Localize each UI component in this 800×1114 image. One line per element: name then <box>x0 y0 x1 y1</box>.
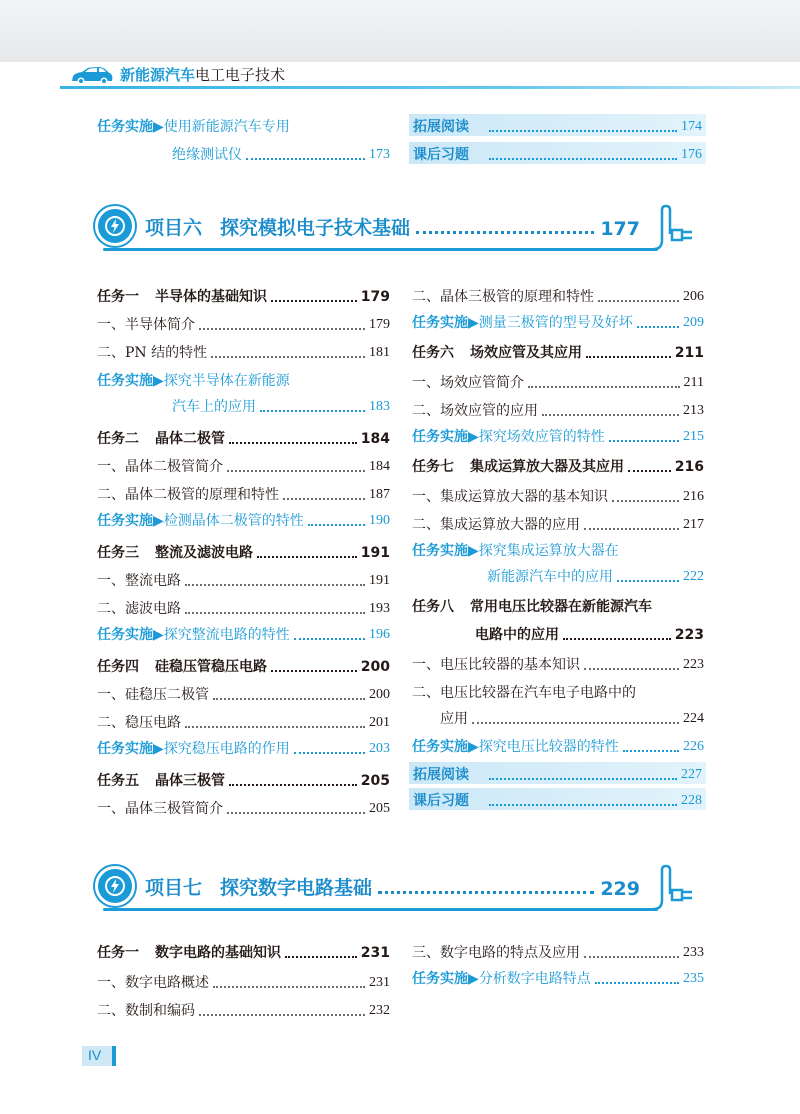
charging-icon <box>104 875 126 897</box>
project-badge <box>95 866 135 906</box>
toc-item[interactable]: 一、场效应管简介 211 <box>412 375 704 391</box>
toc-impl[interactable]: 任务实施▶分析数字电路特点 235 <box>412 971 704 987</box>
toc-item[interactable]: 二、场效应管的应用 213 <box>412 403 704 419</box>
toc-impl[interactable]: 任务实施▶探究半导体在新能源 <box>97 373 290 389</box>
toc-impl-insulation[interactable]: 任务实施▶使用新能源汽车专用 <box>97 119 290 135</box>
plug-icon <box>650 204 700 254</box>
toc-task-8-cont[interactable]: 电路中的应用 223 <box>475 627 704 643</box>
project-underline <box>103 908 658 911</box>
toc-task-3[interactable]: 任务三 整流及滤波电路 191 <box>97 545 390 561</box>
project-six-title: 项目六 探究模拟电子技术基础 177 <box>145 217 640 240</box>
toc-item[interactable]: 三、数字电路的特点及应用 233 <box>412 945 704 961</box>
toc-item[interactable]: 一、集成运算放大器的基本知识 216 <box>412 489 704 505</box>
header-band <box>0 0 800 62</box>
toc-item[interactable]: 一、晶体二极管简介 184 <box>97 459 390 475</box>
project-seven-heading[interactable] <box>95 864 715 924</box>
toc-impl[interactable]: 任务实施▶探究集成运算放大器在 <box>412 543 619 559</box>
toc-impl[interactable]: 任务实施▶探究稳压电路的作用 203 <box>97 741 390 757</box>
project-six-heading[interactable] <box>95 204 715 264</box>
header-title: 新能源汽车电工电子技术 <box>120 66 286 84</box>
toc-impl[interactable]: 任务实施▶测量三极管的型号及好坏 209 <box>412 315 704 331</box>
toc-ext-reading-top[interactable]: 拓展阅读 174 <box>409 114 706 136</box>
project-seven-title: 项目七 探究数字电路基础 229 <box>145 877 640 900</box>
toc-item[interactable]: 二、晶体二极管的原理和特性 187 <box>97 487 390 503</box>
toc-item[interactable]: 二、晶体三极管的原理和特性 206 <box>412 289 704 305</box>
charging-icon <box>104 215 126 237</box>
toc-item[interactable]: 二、数制和编码 232 <box>97 1003 390 1019</box>
toc-item[interactable]: 二、PN 结的特性 181 <box>97 345 390 361</box>
toc-impl[interactable]: 任务实施▶探究场效应管的特性 215 <box>412 429 704 445</box>
toc-impl-cont[interactable]: 新能源汽车中的应用 222 <box>487 569 704 585</box>
toc-task-6[interactable]: 任务六 场效应管及其应用 211 <box>412 345 704 361</box>
toc-task-4[interactable]: 任务四 硅稳压管稳压电路 200 <box>97 659 390 675</box>
toc-item[interactable]: 一、晶体三极管简介 205 <box>97 801 390 817</box>
project-badge <box>95 206 135 246</box>
toc-task-8[interactable]: 任务八 常用电压比较器在新能源汽车 <box>412 599 652 615</box>
toc-impl-cont[interactable]: 汽车上的应用 183 <box>172 399 390 415</box>
page-number: IV <box>88 1047 102 1063</box>
toc-item[interactable]: 二、集成运算放大器的应用 217 <box>412 517 704 533</box>
car-icon <box>70 66 114 86</box>
toc-item[interactable]: 一、整流电路 191 <box>97 573 390 589</box>
toc-item[interactable]: 一、硅稳压二极管 200 <box>97 687 390 703</box>
toc-item[interactable]: 二、电压比较器在汽车电子电路中的 <box>412 685 636 701</box>
toc-impl[interactable]: 任务实施▶探究电压比较器的特性 226 <box>412 739 704 755</box>
toc-ext-reading[interactable]: 拓展阅读 227 <box>409 762 706 784</box>
toc-impl-insulation-cont[interactable]: 绝缘测试仪 173 <box>172 147 390 163</box>
toc-exercises[interactable]: 课后习题 228 <box>409 788 706 810</box>
toc-item[interactable]: 二、滤波电路 193 <box>97 601 390 617</box>
toc-impl[interactable]: 任务实施▶探究整流电路的特性 196 <box>97 627 390 643</box>
toc-task-1[interactable]: 任务一 半导体的基础知识 179 <box>97 289 390 305</box>
toc-exercises-top[interactable]: 课后习题 176 <box>409 142 706 164</box>
header-rule <box>60 86 800 89</box>
toc-task-5[interactable]: 任务五 晶体三极管 205 <box>97 773 390 789</box>
toc-item[interactable]: 一、半导体简介 179 <box>97 317 390 333</box>
toc-item[interactable]: 一、电压比较器的基本知识 223 <box>412 657 704 673</box>
toc-impl[interactable]: 任务实施▶检测晶体二极管的特性 190 <box>97 513 390 529</box>
toc-item[interactable]: 一、数字电路概述 231 <box>97 975 390 991</box>
toc-task-1[interactable]: 任务一 数字电路的基础知识 231 <box>97 945 390 961</box>
project-underline <box>103 248 658 251</box>
plug-icon <box>650 864 700 914</box>
toc-task-7[interactable]: 任务七 集成运算放大器及其应用 216 <box>412 459 704 475</box>
toc-task-2[interactable]: 任务二 晶体二极管 184 <box>97 431 390 447</box>
page-number-marker <box>112 1046 116 1066</box>
toc-item[interactable]: 二、稳压电路 201 <box>97 715 390 731</box>
page-number-badge <box>82 1046 116 1066</box>
toc-item-cont[interactable]: 应用 224 <box>440 711 704 727</box>
